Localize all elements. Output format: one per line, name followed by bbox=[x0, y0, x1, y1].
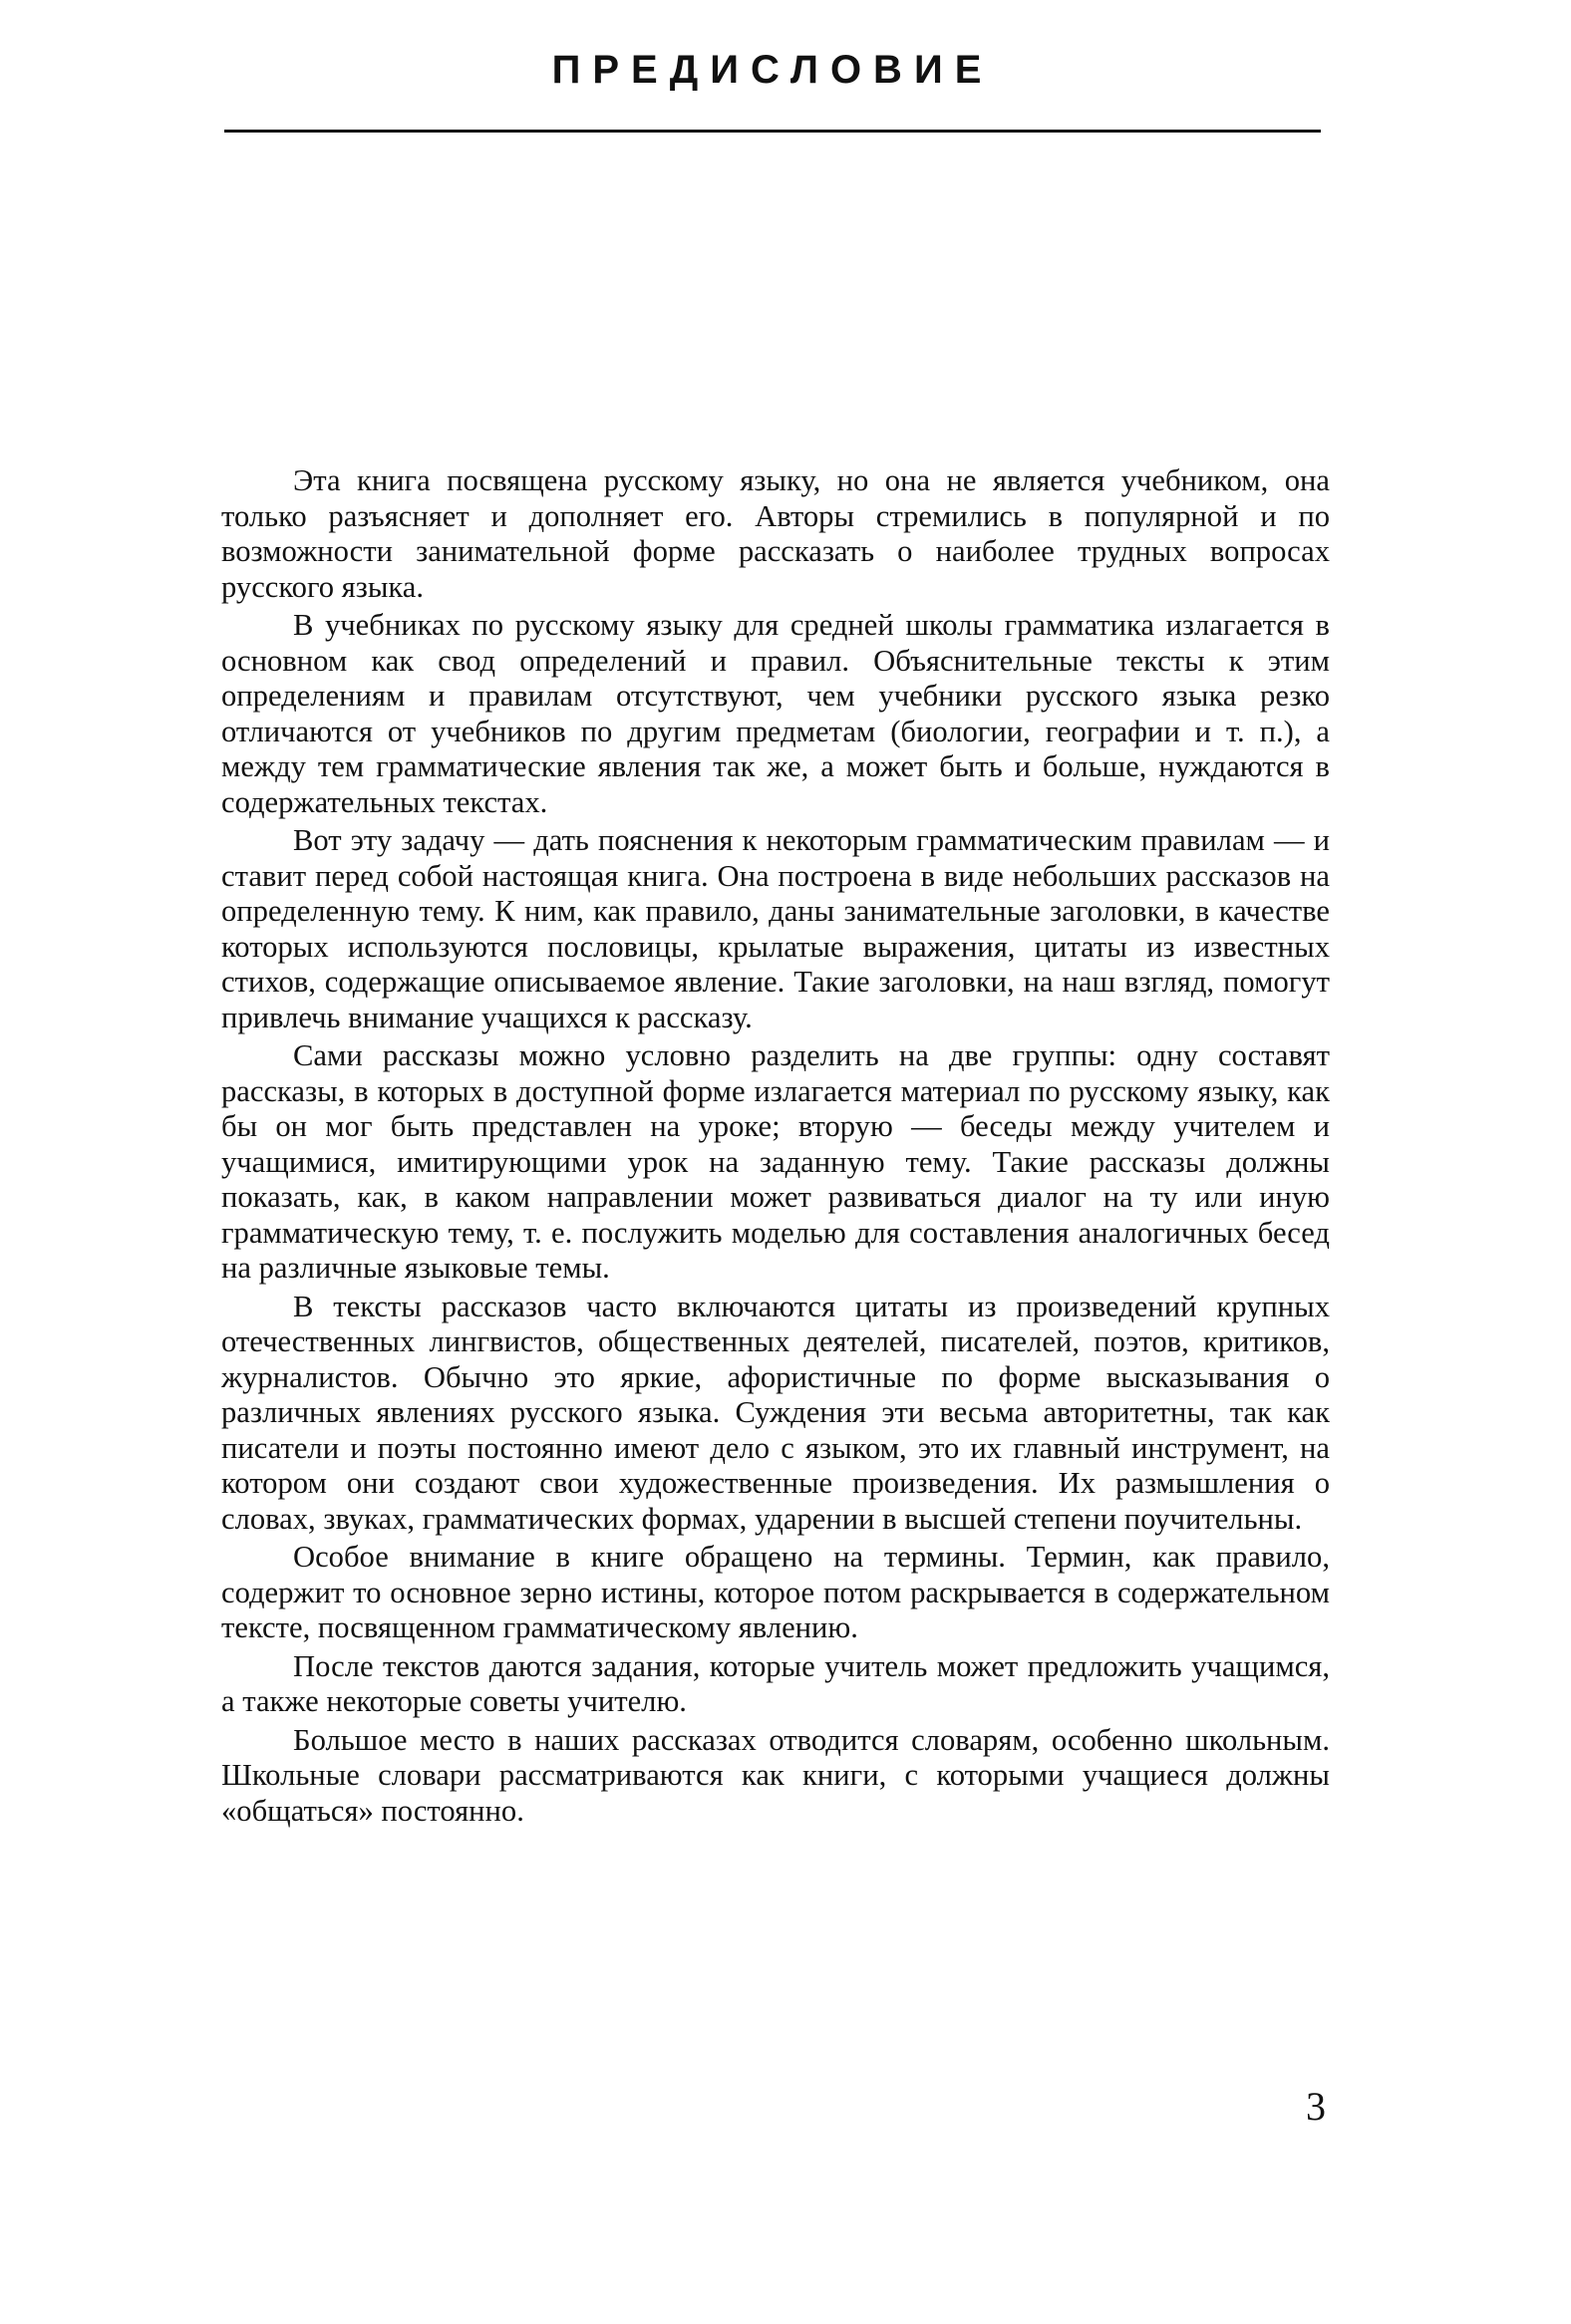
paragraph: В тексты рассказов часто включаются цитаты из произведений крупных отечественных лингвистов, общественных деятелей, писателей, поэтов, критиков, журналистов. Обычно это яркие, афористичные по форме высказывания о различных явлениях русского языка. Суждения эти весьма авторитетны, так как писатели и поэты постоянно имеют дело с языком, это их главный инструмент, на котором они создают свои художественные произведения. Их размышления о словах, звуках, грамматических формах, ударении в высшей степени поучительны. bbox=[221, 1289, 1330, 1536]
paragraph: Эта книга посвящена русскому языку, но она не является учебником, она только разъясняет и дополняет его. Авторы стремились в популярной и по возможности занимательной форме рассказать о наиболее трудных вопросах русского языка. bbox=[221, 463, 1330, 604]
heading-divider bbox=[224, 130, 1321, 133]
page-title: ПРЕДИСЛОВИЕ bbox=[551, 48, 994, 92]
paragraph: Большое место в наших рассказах отводится словарям, особенно школьным. Школьные словари рассматриваются как книги, с которыми учащиеся должны «общаться» постоянно. bbox=[221, 1722, 1330, 1828]
preface-body bbox=[221, 463, 1330, 1832]
page-number: 3 bbox=[1306, 2084, 1326, 2129]
paragraph: Особое внимание в книге обращено на термины. Термин, как правило, содержит то основное зерно истины, которое потом раскрывается в содержательном тексте, посвященном грамматическому явлению. bbox=[221, 1540, 1330, 1644]
paragraph: Вот эту задачу — дать пояснения к некоторым грамматическим правилам — и ставит перед собой настоящая книга. Она построена в виде небольших рассказов на определенную тему. К ним, как правило, даны занимательные заголовки, в качестве которых используются пословицы, крылатые выражения, цитаты из известных стихов, содержащие описываемое явление. Такие заголовки, на наш взгляд, помогут привлечь внимание учащихся к рассказу. bbox=[221, 823, 1330, 1034]
paragraph: В учебниках по русскому языку для средней школы грамматика излагается в основном как свод определений и правил. Объяснительные тексты к этим определениям и правилам отсутствуют, чем учебники русского языка резко отличаются от учебников по другим предметам (биологии, географии и т. п.), а между тем грамматические явления так же, а может быть и больше, нуждаются в содержательных текстах. bbox=[221, 608, 1330, 819]
paragraph: После текстов даются задания, которые учитель может предложить учащимся, а также некоторые советы учителю. bbox=[221, 1648, 1330, 1718]
paragraph: Сами рассказы можно условно разделить на две группы: одну составят рассказы, в которых в доступной форме излагается материал по русскому языку, как бы он мог быть представлен на уроке; вторую — беседы между учителем и учащимися, имитирующими урок на заданную тему. Такие рассказы должны показать, как, в каком направлении может развиваться диалог на ту или иную грамматическую тему, т. е. послужить моделью для составления аналогичных бесед на различные языковые темы. bbox=[221, 1038, 1330, 1285]
